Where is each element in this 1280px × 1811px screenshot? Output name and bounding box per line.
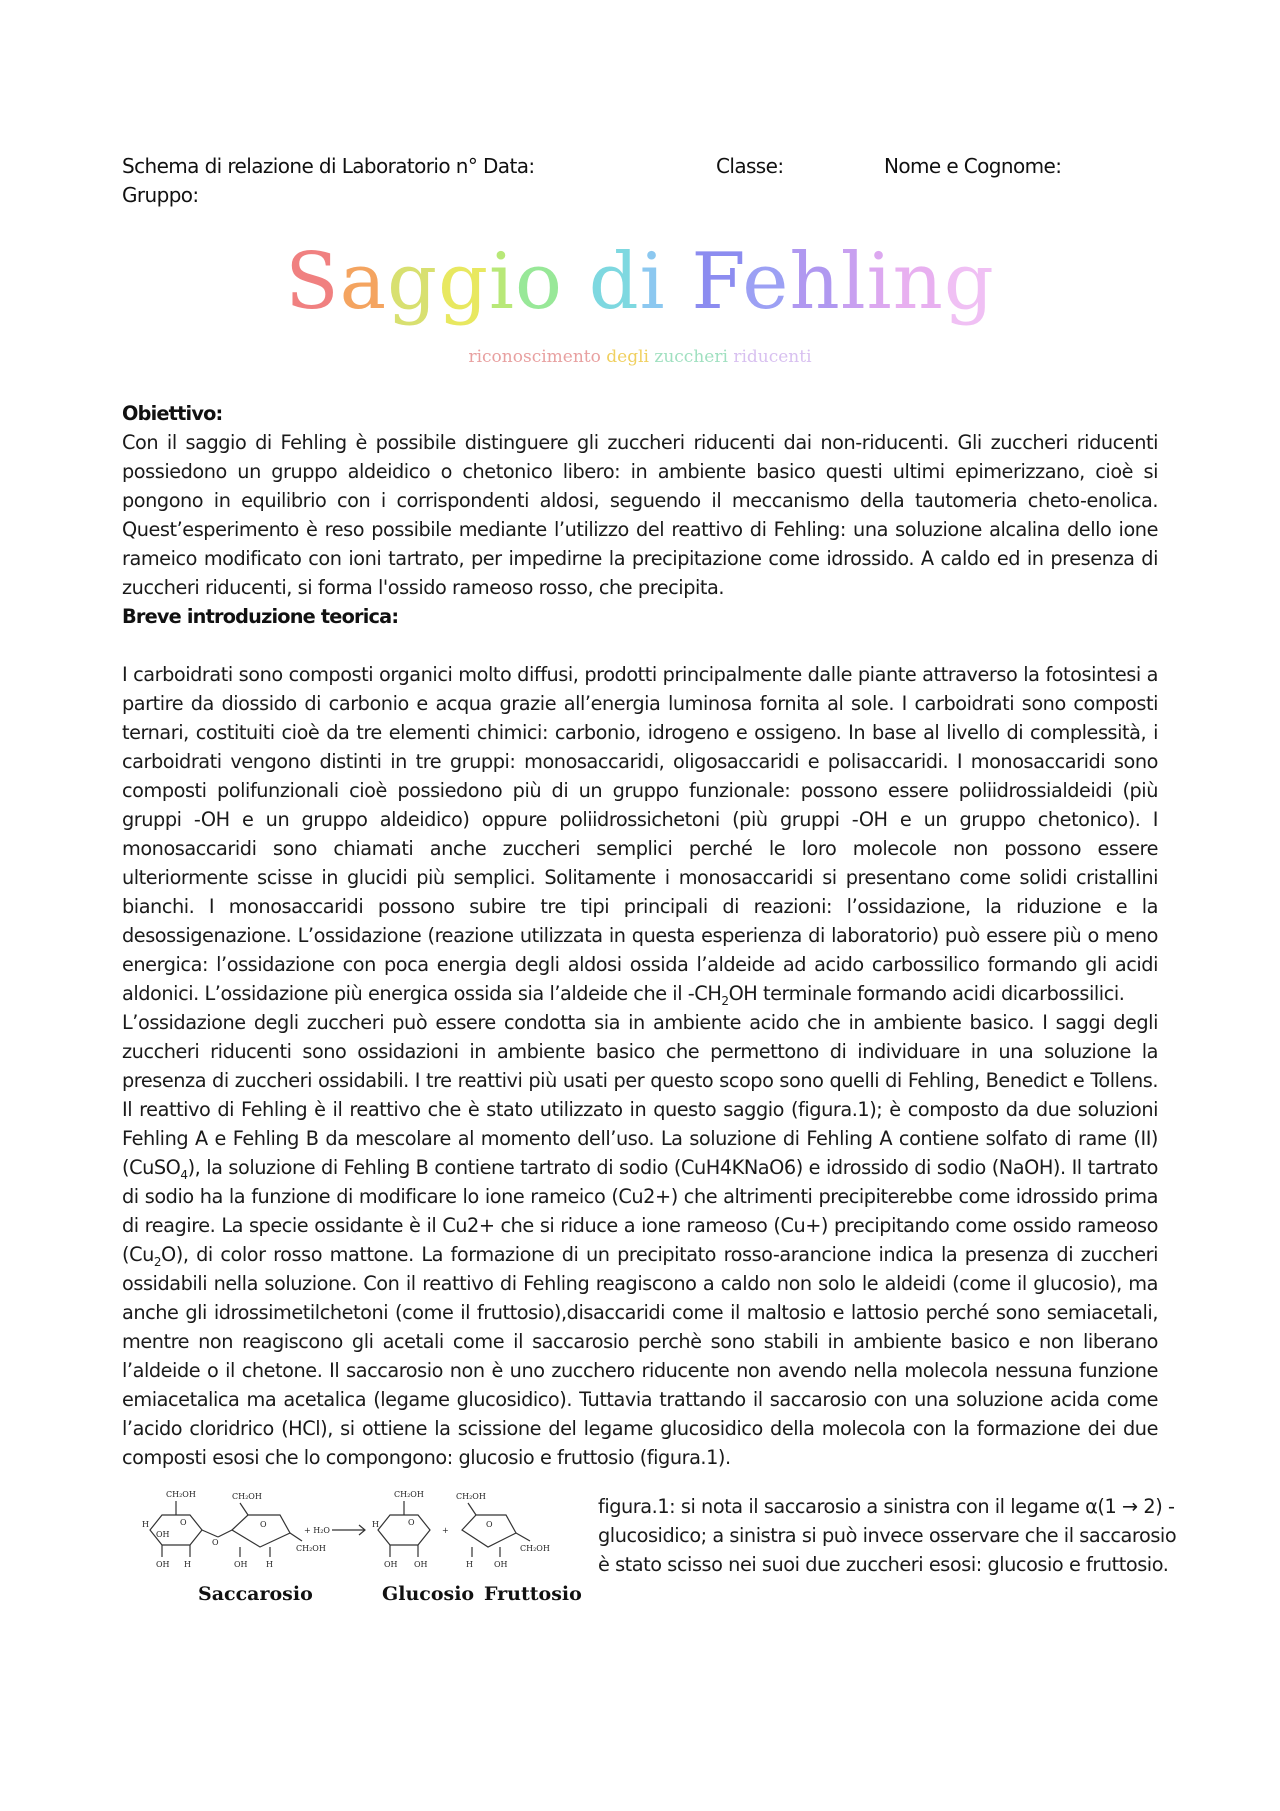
chem-label: H [372, 1520, 379, 1529]
title-letter: F [691, 237, 743, 327]
title-letter: i [866, 237, 893, 327]
obiettivo-heading: Obiettivo: [122, 402, 223, 425]
title-letter: g [387, 237, 439, 327]
chem-label: OH [384, 1560, 398, 1569]
chem-label: + H₂O [304, 1526, 330, 1535]
header-lab-report: Schema di relazione di Laboratorio n° Data: [122, 154, 535, 178]
title-letter: g [943, 237, 995, 327]
title-letter: a [339, 237, 388, 327]
chem-label: H [142, 1520, 149, 1529]
subtitle-word: riconoscimento [468, 347, 601, 367]
page-title [0, 237, 1280, 327]
chem-label: O [260, 1520, 267, 1529]
introduzione-paragraph-1: I carboidrati sono composti organici molto diffusi, prodotti principalmente dalle piante attraverso la fotosintesi a partire da diossido di carbonio e acqua grazie all’energia luminosa fornita al sole. I carboidrati sono composti ternari, costituiti cioè da tre elementi chimici: carbonio, idrogeno e ossigeno. In base al livello di complessità, i carboidrati vengono distinti in tre gruppi: monosaccaridi, oligosaccaridi e polisaccaridi. I monosaccaridi sono composti polifunzionali cioè possiedono più di un gruppo funzionale: possono essere poliidrossialdeidi (più gruppi -OH e un gruppo aldeidico) oppure poliidrossichetoni (più gruppi -OH e un gruppo chetonico). I monosaccaridi sono chiamati anche zuccheri semplici perché le loro molecole non possono essere ulteriormente scisse in glucidi più semplici. Solitamente i monosaccaridi si presentano come solidi cristallini bianchi. I monosaccaridi possono subire tre tipi principali di reazioni: l’ossidazione, la riduzione e la desossigenazione. L’ossidazione (reazione utilizzata in questa esperienza di laboratorio) può essere più o meno energica: l’ossidazione con poca energia degli aldosi ossida l’aldeide ad acido carbossilico formando gli acidi aldonici. L’ossidazione più energica ossida sia l’aldeide che il $-CH_2OH$ terminale formando acidi dicarbossilici. [122, 663, 1158, 1008]
title-space [563, 237, 589, 327]
title-letter: e [742, 237, 790, 327]
chem-label: O [408, 1518, 415, 1527]
chem-label: OH [156, 1530, 170, 1539]
label-saccarosio: Saccarosio [198, 1583, 313, 1605]
chem-label: O [180, 1518, 187, 1527]
header-nome-cognome: Nome e Cognome: [884, 154, 1062, 178]
title-letter: i [639, 237, 666, 327]
page-subtitle [0, 347, 1280, 367]
subtitle-word: degli [606, 347, 649, 367]
chem-label: H [266, 1560, 273, 1569]
chem-label: CH₂OH [166, 1490, 196, 1499]
title-letter: i [489, 237, 515, 327]
chem-label: CH₂OH [456, 1492, 486, 1501]
title-letter: n [892, 237, 944, 327]
title-letter: d [588, 237, 640, 327]
header-gruppo: Gruppo: [122, 183, 199, 207]
chem-label: O [212, 1538, 219, 1547]
title-space [666, 237, 692, 327]
title-letter: l [840, 237, 867, 327]
chem-label: OH [234, 1560, 248, 1569]
title-letter: h [789, 237, 841, 327]
introduzione-heading: Breve introduzione teorica: [122, 605, 399, 628]
label-fruttosio: Fruttosio [484, 1583, 582, 1605]
chem-label: + [442, 1526, 449, 1535]
chem-label: H [466, 1560, 473, 1569]
glucose-ring [378, 1515, 430, 1545]
chem-label: CH₂OH [296, 1544, 326, 1553]
header-classe: Classe: [716, 154, 784, 178]
subtitle-word: zuccheri [654, 347, 728, 367]
report-body [122, 399, 1158, 1472]
chem-label: O [486, 1520, 493, 1529]
title-letter: S [285, 237, 340, 327]
chem-label: H [184, 1560, 191, 1569]
introduzione-paragraph-2: L’ossidazione degli zuccheri può essere condotta sia in ambiente acido che in ambiente basico. I saggi degli zuccheri riducenti sono ossidazioni in ambiente basico che permettono di individuare in una soluzione la presenza di zuccheri ossidabili. I tre reattivi più usati per questo scopo sono quelli di Fehling, Benedict e Tollens. Il reattivo di Fehling è il reattivo che è stato utilizzato in questo saggio (figura.1); è composto da due soluzioni Fehling A e Fehling B da mescolare al momento dell’uso. La soluzione di Fehling A contiene solfato di rame (II) (CuSO$_4$), la soluzione di Fehling B contiene tartrato di sodio (CuH4KNaO6) e idrossido di sodio (NaOH). Il tartrato di sodio ha la funzione di modificare lo ione rameico (Cu2+) che altrimenti precipiterebbe come idrossido prima di reagire. La specie ossidante è il Cu2+ che si riduce a ione rameoso (Cu+) precipitando come ossido rameoso $(Cu_2O)$, di color rosso mattone. La formazione di un precipitato rosso-arancione indica la presenza di zuccheri ossidabili nella soluzione. Con il reattivo di Fehling reagiscono a caldo non solo le aldeidi (come il glucosio), ma anche gli idrossimetilchetoni (come il fruttosio),disaccaridi come il maltosio e lattosio perché sono semiacetali, mentre non reagiscono gli acetali come il saccarosio perchè sono stabili in ambiente basico e non liberano l’aldeide o il chetone. Il saccarosio non è uno zucchero riducente non avendo nella molecola nessuna funzione emiacetalica ma acetalica (legame glucosidico). Tuttavia trattando il saccarosio con una soluzione acida come l’acido cloridrico (HCl), si ottiene la scissione del legame glucosidico della molecola con la formazione dei due composti esosi che lo compongono: glucosio e fruttosio (figura.1). [122, 1011, 1158, 1469]
chem-label: OH [156, 1560, 170, 1569]
figure-caption: figura.1: si nota il saccarosio a sinistra con il legame α(1 → 2) -glucosidico; a sinistra si può invece osservare che il saccarosio è stato scisso nei suoi due zuccheri esosi: glucosio e fruttosio. [598, 1495, 1177, 1576]
chem-label: CH₂OH [520, 1544, 550, 1553]
title-letter: o [514, 237, 563, 327]
chem-label: CH₂OH [394, 1490, 424, 1499]
chem-label: CH₂OH [232, 1492, 262, 1501]
obiettivo-paragraph: Con il saggio di Fehling è possibile distinguere gli zuccheri riducenti dai non-riducenti. Gli zuccheri riducenti possiedono un gruppo aldeidico o chetonico libero: in ambiente basico questi ultimi epimerizzano, cioè si pongono in equilibrio con i corrispondenti aldosi, seguendo il meccanismo della tautomeria cheto-enolica. Quest’esperimento è reso possibile mediante l’utilizzo del reattivo di Fehling: una soluzione alcalina dello ione rameico modificato con ioni tartrato, per impedirne la precipitazione come idrossido. A caldo ed in presenza di zuccheri riducenti, si forma l'ossido rameoso rosso, che precipita. [122, 431, 1158, 599]
title-letter: g [438, 237, 490, 327]
subtitle-word: riducenti [733, 347, 812, 367]
chem-label: OH [494, 1560, 508, 1569]
label-glucosio: Glucosio [382, 1583, 475, 1605]
chem-label: OH [414, 1560, 428, 1569]
